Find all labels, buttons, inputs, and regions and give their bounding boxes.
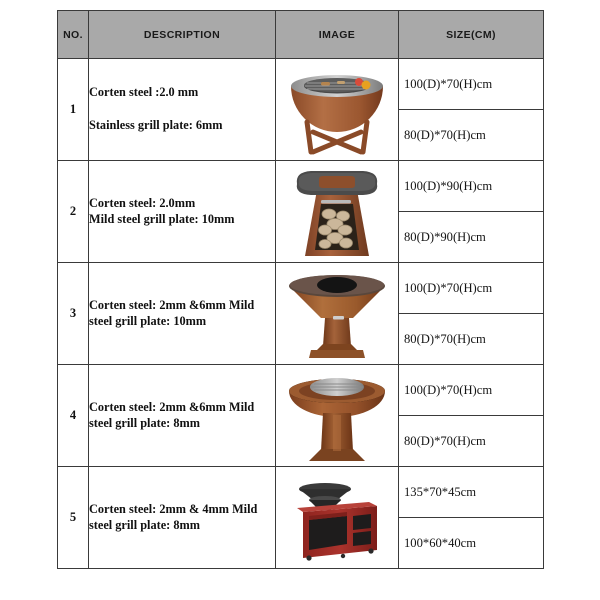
row-size (399, 161, 544, 263)
table-row (58, 59, 544, 161)
row-number: 1 (58, 59, 89, 161)
column-header-size: SIZE(CM) (399, 11, 544, 59)
row-number: 4 (58, 365, 89, 467)
row-number: 3 (58, 263, 89, 365)
description-line-2: Stainless grill plate: 6mm (89, 118, 223, 132)
size-option-bottom: 100*60*40cm (404, 535, 477, 550)
row-image (276, 263, 399, 365)
row-description (89, 467, 276, 569)
size-option-top: 100(D)*70(H)cm (399, 365, 543, 416)
red-cabinet-grill-with-bowl-icon (281, 472, 393, 564)
round-bowl-grill-on-faceted-base-icon (281, 369, 393, 463)
row-size (399, 365, 544, 467)
description-line-2: Mild steel grill plate: 10mm (89, 211, 235, 226)
table-row (58, 365, 544, 467)
column-header-description: DESCRIPTION (89, 11, 276, 59)
description-line-1: Corten steel: 2mm & 4mm Mild (89, 501, 258, 516)
description-line-2: steel grill plate: 10mm (89, 313, 207, 328)
row-image (276, 161, 399, 263)
table-row (58, 263, 544, 365)
size-option-top: 100(D)*70(H)cm (399, 263, 543, 314)
row-image (276, 365, 399, 467)
column-header-no: NO. (58, 11, 89, 59)
table-row (58, 467, 544, 569)
size-option-top: 100(D)*70(H)cm (399, 59, 543, 110)
row-number: 2 (58, 161, 89, 263)
description-line-1: Corten steel: 2mm &6mm Mild (89, 297, 255, 312)
table-row (58, 161, 544, 263)
size-option-bottom: 80(D)*70(H)cm (404, 433, 486, 448)
description-line-2: steel grill plate: 8mm (89, 415, 200, 430)
description-line-1: Corten steel :2.0 mm (89, 85, 199, 100)
row-size (399, 263, 544, 365)
row-description (89, 365, 276, 467)
row-number: 5 (58, 467, 89, 569)
size-option-bottom: 80(D)*70(H)cm (404, 331, 486, 346)
row-image (276, 467, 399, 569)
row-description (89, 263, 276, 365)
description-line-2: steel grill plate: 8mm (89, 517, 200, 532)
table-header (58, 11, 544, 59)
row-image (276, 59, 399, 161)
size-option-top: 100(D)*90(H)cm (399, 161, 543, 212)
size-option-bottom: 80(D)*90(H)cm (404, 229, 486, 244)
column-header-image: IMAGE (276, 11, 399, 59)
square-top-grill-with-log-storage-icon (281, 164, 393, 259)
conical-bowl-grill-on-pedestal-icon (281, 266, 393, 362)
product-spec-table (57, 10, 544, 569)
row-size (399, 59, 544, 161)
description-line-1: Corten steel: 2mm &6mm Mild (89, 399, 255, 414)
round-bowl-grill-with-cross-stand-icon (281, 64, 393, 156)
size-option-bottom: 80(D)*70(H)cm (404, 127, 486, 142)
header-row (58, 11, 544, 59)
description-line-1: Corten steel: 2.0mm (89, 195, 196, 210)
row-description (89, 59, 276, 161)
size-option-top: 135*70*45cm (399, 467, 543, 518)
table-body (58, 59, 544, 569)
row-size (399, 467, 544, 569)
row-description (89, 161, 276, 263)
